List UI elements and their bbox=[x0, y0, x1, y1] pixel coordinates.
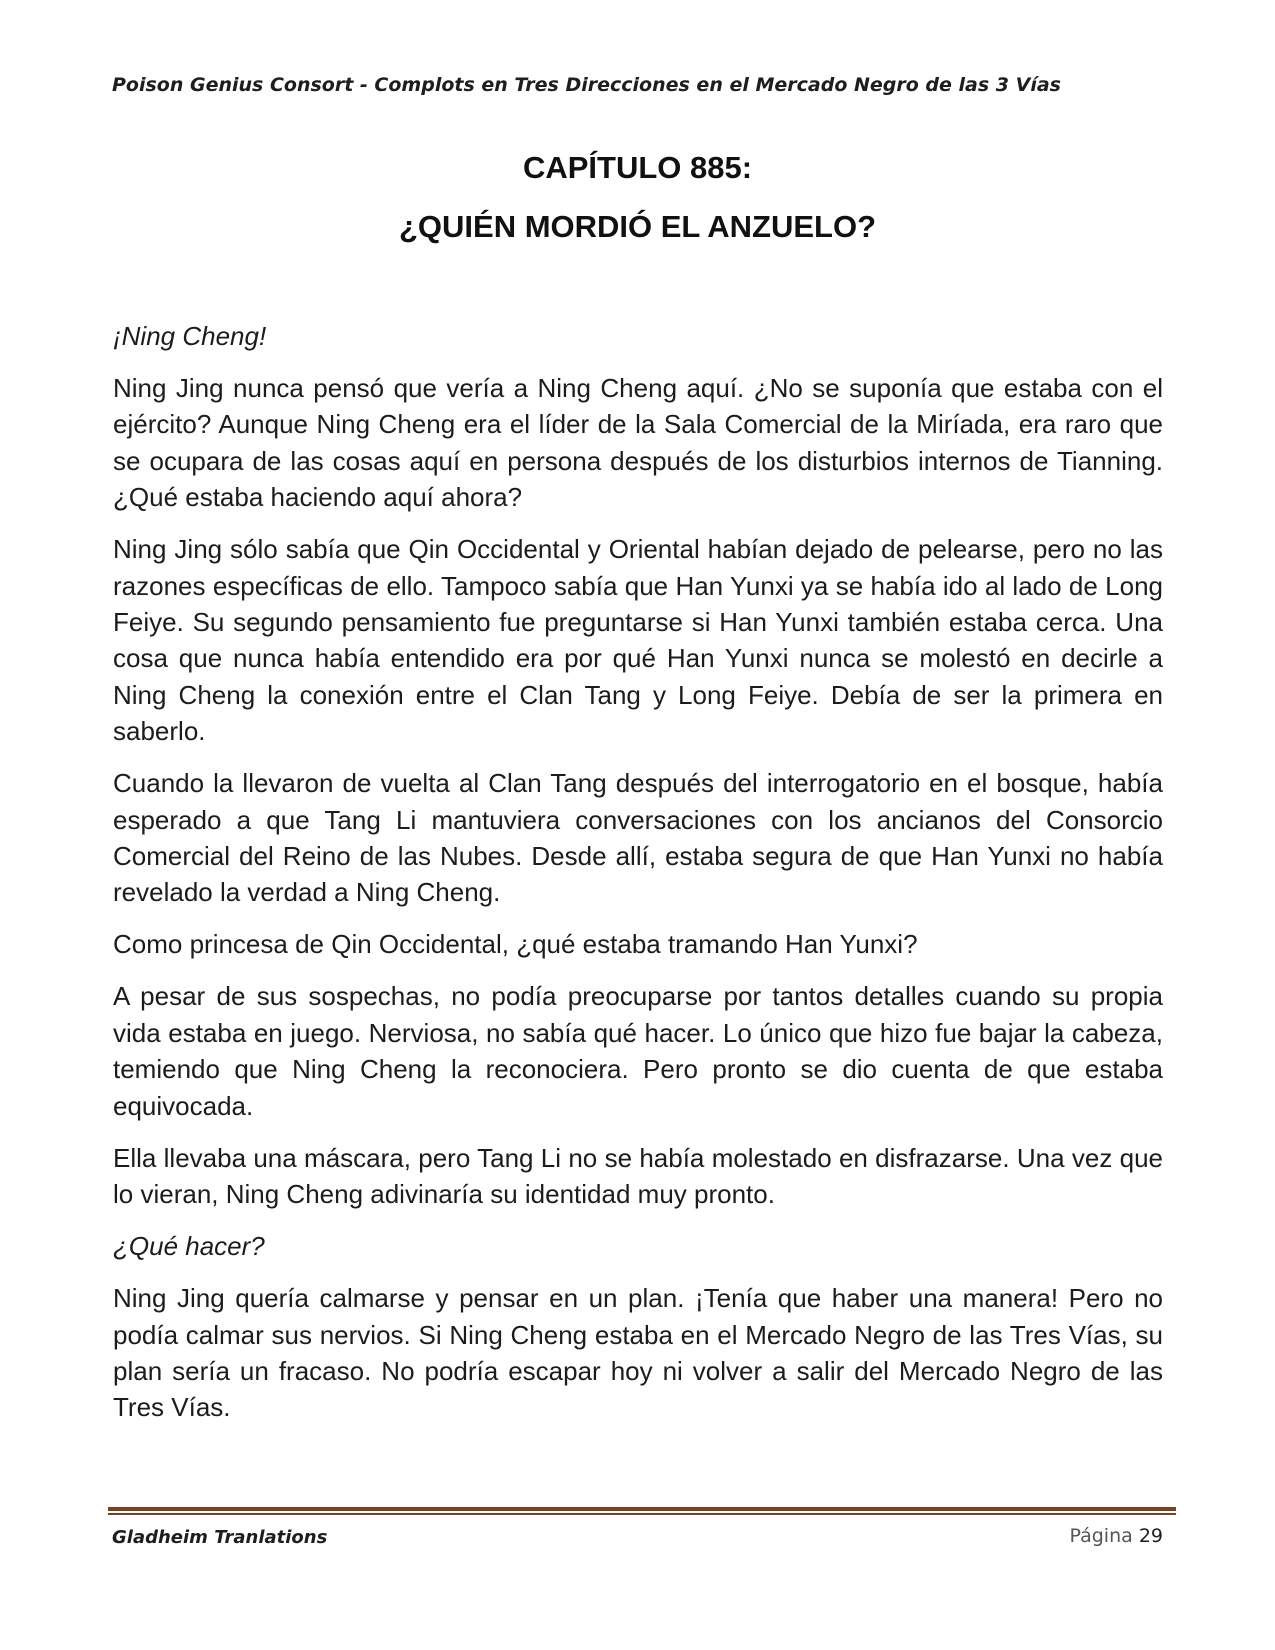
footer-translator: Gladheim Tranlations bbox=[112, 1527, 328, 1548]
footer-page bbox=[1069, 1525, 1163, 1547]
page-label: Página bbox=[1069, 1525, 1133, 1547]
paragraph: Ning Jing quería calmarse y pensar en un plan. ¡Tenía que haber una manera! Pero no podía calmar sus nervios. Si Ning Cheng estaba en el Mercado Negro de las Tres Vías, su plan sería un fracaso. No podría escapar hoy ni volver a salir del Mercado Negro de las Tres Vías. bbox=[113, 1283, 1163, 1423]
paragraph: Ning Jing sólo sabía que Qin Occidental y Oriental habían dejado de pelearse, pero no las razones específicas de ello. Tampoco sabía que Han Yunxi ya se había ido al lado de Long Feiye. Su segundo pensamiento fue preguntarse si Han Yunxi también estaba cerca. Una cosa que nunca había entendido era por qué Han Yunxi nunca se molestó en decirle a Ning Cheng la conexión entre el Clan Tang y Long Feiye. Debía de ser la primera en saberlo. bbox=[113, 534, 1163, 747]
paragraph: ¿Qué hacer? bbox=[113, 1231, 265, 1262]
paragraph: Cuando la llevaron de vuelta al Clan Tang después del interrogatorio en el bosque, había esperado a que Tang Li mantuviera conversaciones con los ancianos del Consorcio Comercial del Reino de las Nubes. Desde allí, estaba segura de que Han Yunxi no había revelado la verdad a Ning Cheng. bbox=[113, 768, 1163, 908]
chapter-body bbox=[113, 318, 1163, 1441]
paragraph: ¡Ning Cheng! bbox=[113, 321, 267, 351]
chapter-title: ¿QUIÉN MORDIÓ EL ANZUELO? bbox=[398, 209, 877, 244]
paragraph: Ning Jing nunca pensó que vería a Ning Cheng aquí. ¿No se suponía que estaba con el ejército? Aunque Ning Cheng era el líder de la Sala Comercial de la Miríada, era raro que se ocupara de las cosas aquí en persona después de los disturbios internos de Tianning. ¿Qué estaba haciendo aquí ahora? bbox=[113, 373, 1163, 513]
footer-divider-thick bbox=[108, 1507, 1176, 1511]
chapter-number: CAPÍTULO 885: bbox=[522, 150, 753, 185]
paragraph: Como princesa de Qin Occidental, ¿qué estaba tramando Han Yunxi? bbox=[113, 929, 918, 960]
page-number: 29 bbox=[1138, 1525, 1163, 1547]
paragraph: Ella llevaba una máscara, pero Tang Li no se había molestado en disfrazarse. Una vez que lo vieran, Ning Cheng adivinaría su identidad muy pronto. bbox=[113, 1142, 1163, 1210]
running-header: Poison Genius Consort - Complots en Tres Direcciones en el Mercado Negro de las 3 Vías bbox=[112, 74, 1061, 96]
paragraph: A pesar de sus sospechas, no podía preocuparse por tantos detalles cuando su propia vida estaba en juego. Nerviosa, no sabía qué hacer. Lo único que hizo fue bajar la cabeza, temiendo que Ning Cheng la reconociera. Pero pronto se dio cuenta de que estaba equivocada. bbox=[113, 981, 1163, 1121]
footer-divider-thin bbox=[108, 1513, 1176, 1515]
footer-divider bbox=[108, 1507, 1176, 1515]
